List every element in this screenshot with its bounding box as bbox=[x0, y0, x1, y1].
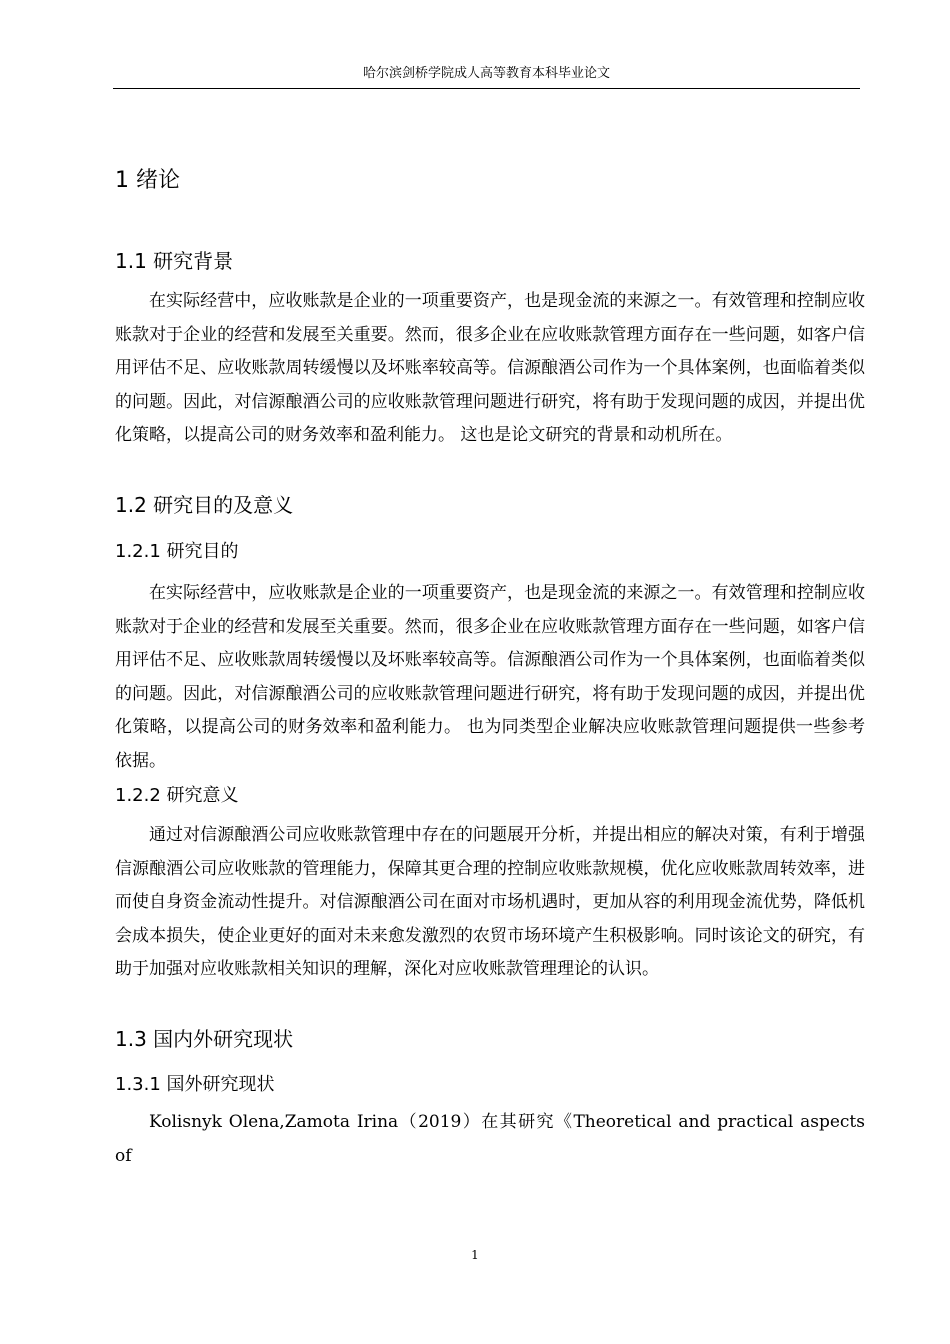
running-header: 哈尔滨剑桥学院成人高等教育本科毕业论文 bbox=[362, 66, 610, 81]
section-heading-1-3-1: 1.3.1 国外研究现状 bbox=[115, 1074, 275, 1095]
section-heading-1-1: 1.1 研究背景 bbox=[115, 249, 234, 273]
chapter-title: 1 绪论 bbox=[115, 168, 180, 193]
section-heading-1-2: 1.2 研究目的及意义 bbox=[115, 493, 294, 517]
page-number: 1 bbox=[471, 1248, 479, 1262]
section-heading-1-3: 1.3 国内外研究现状 bbox=[115, 1027, 294, 1051]
section-heading-1-2-1: 1.2.1 研究目的 bbox=[115, 541, 239, 562]
paragraph-background: 在实际经营中，应收账款是企业的一项重要资产，也是现金流的来源之一。有效管理和控制应收账款对于企业的经营和发展至关重要。然而，很多企业在应收账款管理方面存在一些问题，如客户信用评估不足、应收账款周转缓慢以及坏账率较高等。信源酿酒公司作为一个具体案例，也面临着类似的问题。因此，对信源酿酒公司的应收账款管理问题进行研究，将有助于发现问题的成因，并提出优化策略，以提高公司的财务效率和盈利能力。 这也是论文研究的背景和动机所在。 bbox=[115, 291, 865, 446]
paragraph-purpose: 在实际经营中，应收账款是企业的一项重要资产，也是现金流的来源之一。有效管理和控制应收账款对于企业的经营和发展至关重要。然而，很多企业在应收账款管理方面存在一些问题，如客户信用评估不足、应收账款周转缓慢以及坏账率较高等。信源酿酒公司作为一个具体案例，也面临着类似的问题。因此，对信源酿酒公司的应收账款管理问题进行研究，将有助于发现问题的成因，并提出优化策略，以提高公司的财务效率和盈利能力。 也为同类型企业解决应收账款管理问题提供一些参考依据。 bbox=[115, 583, 865, 771]
header-divider bbox=[113, 88, 860, 89]
paragraph-foreign-research: Kolisnyk Olena,Zamota Irina（2019）在其研究《Theoretical and practical aspects of bbox=[115, 1112, 865, 1166]
paragraph-significance: 通过对信源酿酒公司应收账款管理中存在的问题展开分析，并提出相应的解决对策，有利于增强信源酿酒公司应收账款的管理能力，保障其更合理的控制应收账款规模，优化应收账款周转效率，进而使自身资金流动性提升。对信源酿酒公司在面对市场机遇时，更加从容的利用现金流优势，降低机会成本损失，使企业更好的面对未来愈发激烈的农贸市场环境产生积极影响。同时该论文的研究，有助于加强对应收账款相关知识的理解，深化对应收账款管理理论的认识。 bbox=[115, 825, 865, 980]
section-heading-1-2-2: 1.2.2 研究意义 bbox=[115, 785, 239, 806]
